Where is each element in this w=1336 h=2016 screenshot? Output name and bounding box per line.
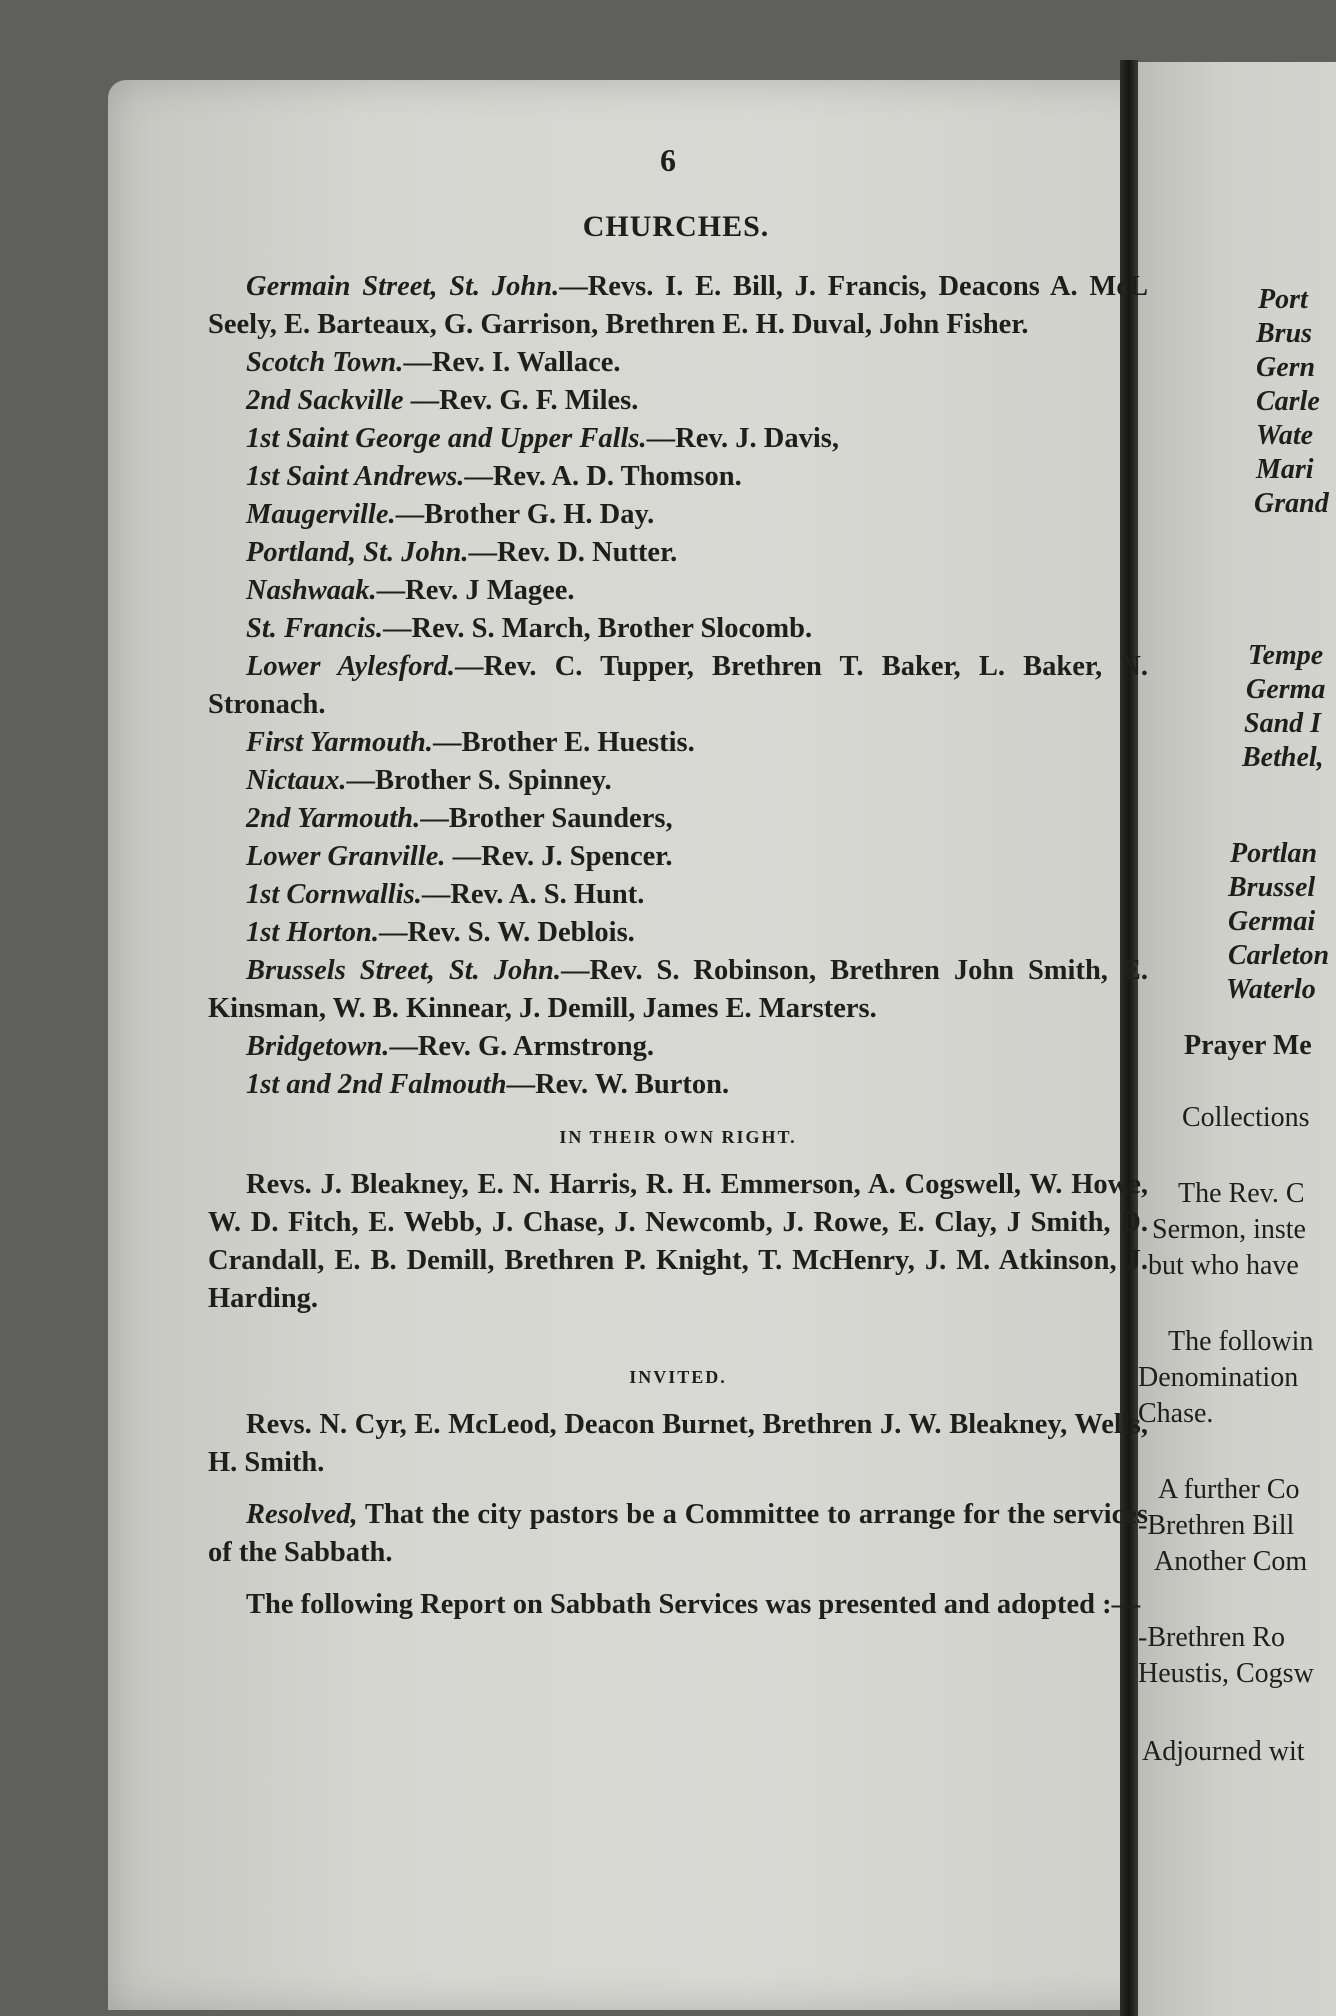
church-delegates: —Brother G. H. Day. xyxy=(395,499,655,530)
church-entry xyxy=(208,1028,1148,1066)
church-delegates: —Rev. J. Spencer. xyxy=(445,841,673,872)
church-name: 1st Horton. xyxy=(246,917,380,948)
right-page-fragment: Germai xyxy=(1228,906,1316,937)
invited-heading: INVITED. xyxy=(629,1367,727,1387)
church-name: Nictaux. xyxy=(246,765,347,796)
church-name: Scotch Town. xyxy=(246,347,404,378)
church-delegates: —Rev. D. Nutter. xyxy=(468,537,678,568)
church-entry xyxy=(208,610,1148,648)
church-name: Maugerville. xyxy=(246,499,396,530)
church-name: 1st Cornwallis. xyxy=(246,879,422,910)
right-page-fragment: Heustis, Cogsw xyxy=(1138,1658,1314,1689)
church-name: 2nd Sackville xyxy=(246,385,404,416)
church-delegates: —Brother S. Spinney. xyxy=(346,765,612,796)
invited-list: Revs. N. Cyr, E. McLeod, Deacon Burnet, Brethren J. W. Bleakney, Wells, H. Smith. xyxy=(208,1409,1148,1478)
right-page-fragment: Brussel xyxy=(1228,872,1316,903)
church-delegates: —Rev. J. Davis, xyxy=(646,423,840,454)
church-entry xyxy=(208,952,1148,1028)
church-list xyxy=(208,268,1148,1104)
right-page-fragment: Waterlo xyxy=(1226,974,1316,1005)
church-name: Brussels Street, St. John. xyxy=(246,955,562,986)
document-body xyxy=(208,268,1148,1624)
church-delegates: —Rev. A. S. Hunt. xyxy=(421,879,645,910)
church-entry xyxy=(208,496,1148,534)
right-page-fragment: Port xyxy=(1258,284,1308,315)
church-entry xyxy=(208,382,1148,420)
right-page-fragment: but who have xyxy=(1148,1250,1299,1281)
church-entry xyxy=(208,914,1148,952)
church-entry xyxy=(208,458,1148,496)
church-name: St. Francis. xyxy=(246,613,384,644)
church-name: Nashwaak. xyxy=(246,575,377,606)
church-delegates: —Brother Saunders, xyxy=(420,803,673,834)
church-name: First Yarmouth. xyxy=(246,727,433,758)
resolution xyxy=(208,1496,1148,1572)
page-title: CHURCHES. xyxy=(582,210,770,243)
right-page-fragment: Bethel, xyxy=(1242,742,1324,773)
right-page-fragment: Wate xyxy=(1256,420,1314,451)
church-delegates: —Rev. W. Burton. xyxy=(506,1069,730,1100)
right-page-fragment: Mari xyxy=(1256,454,1314,485)
church-delegates: —Rev. G. F. Miles. xyxy=(403,385,639,416)
right-page-fragment: Chase. xyxy=(1138,1398,1214,1429)
church-entry xyxy=(208,268,1148,344)
church-delegates: —Revs. I. E. Bill, J. Francis, Deacons A. McL Seely, E. Barteaux, G. Garrison, Brethren E. H. Duval, John Fisher. xyxy=(208,271,1148,340)
church-entry xyxy=(208,876,1148,914)
right-page-fragment: Brus xyxy=(1256,318,1313,349)
church-entry xyxy=(208,648,1148,724)
church-name: 1st Saint George and Upper Falls. xyxy=(246,423,647,454)
right-page-fragment: Another Com xyxy=(1154,1546,1308,1577)
church-entry xyxy=(208,344,1148,382)
church-delegates: —Rev. J Magee. xyxy=(376,575,575,606)
church-name: 2nd Yarmouth. xyxy=(246,803,421,834)
church-delegates: —Rev. I. Wallace. xyxy=(403,347,621,378)
church-name: 1st Saint Andrews. xyxy=(246,461,465,492)
church-entry xyxy=(208,572,1148,610)
right-page-fragment: Carle xyxy=(1256,386,1320,417)
church-delegates: —Rev. S. Robinson, Brethren John Smith, E. Kinsman, W. B. Kinnear, J. Demill, James E. Marsters. xyxy=(208,955,1149,1024)
right-page-fragment: The Rev. C xyxy=(1178,1178,1305,1209)
church-delegates: —Brother E. Huestis. xyxy=(432,727,695,758)
report-intro: The following Report on Sabbath Services was presented and adopted :— xyxy=(246,1589,1141,1620)
spacer xyxy=(208,1572,1148,1586)
right-page-fragment: Carleton xyxy=(1228,940,1330,971)
church-delegates: —Rev. S. March, Brother Slocomb. xyxy=(383,613,813,644)
church-name: Lower Aylesford. xyxy=(246,651,455,682)
own-right-list: Revs. J. Bleakney, E. N. Harris, R. H. Emmerson, A. Cogswell, W. Howe, W. D. Fitch, E. Webb, J. Chase, J. Newcomb, J. Rowe, E. Clay, J Smith, D. Crandall, E. B. Demill, Brethren P. Knight, T. McHenry, J. M. Atkinson, J. Harding. xyxy=(208,1169,1148,1314)
right-page-fragment: Portlan xyxy=(1230,838,1318,869)
church-name: Portland, St. John. xyxy=(246,537,469,568)
right-page-fragment: -Brethren Ro xyxy=(1138,1622,1285,1653)
right-page-fragment: Germa xyxy=(1246,674,1326,705)
spacer xyxy=(208,1482,1148,1496)
right-page-fragment: Grand xyxy=(1254,488,1329,519)
right-page-fragment: -Brethren Bill xyxy=(1138,1510,1295,1541)
church-delegates: —Rev. A. D. Thomson. xyxy=(464,461,742,492)
own-right-heading: IN THEIR OWN RIGHT. xyxy=(559,1127,797,1147)
church-entry xyxy=(208,762,1148,800)
church-entry xyxy=(208,800,1148,838)
church-delegates: —Rev. C. Tupper, Brethren T. Baker, L. Baker, N. Stronach. xyxy=(208,651,1148,720)
right-page-fragment: Prayer Me xyxy=(1184,1030,1312,1061)
resolution-lead: Resolved, xyxy=(246,1499,358,1530)
church-name: 1st and 2nd Falmouth xyxy=(246,1069,507,1100)
church-entry xyxy=(208,838,1148,876)
right-page-fragment: A further Co xyxy=(1158,1474,1300,1505)
church-delegates: —Rev. S. W. Deblois. xyxy=(379,917,635,948)
right-page-fragment: Gern xyxy=(1256,352,1316,383)
church-delegates: —Rev. G. Armstrong. xyxy=(389,1031,654,1062)
right-page-fragment: Sand I xyxy=(1244,708,1322,739)
church-name: Bridgetown. xyxy=(246,1031,390,1062)
right-page-fragment: The followin xyxy=(1168,1326,1314,1357)
church-entry xyxy=(208,420,1148,458)
page-number: 6 xyxy=(660,142,676,178)
book-page-right xyxy=(1138,62,1336,2016)
right-page-fragment: Tempe xyxy=(1248,640,1324,671)
church-name: Lower Granville. xyxy=(246,841,446,872)
church-entry xyxy=(208,534,1148,572)
right-page-fragment: Adjourned wit xyxy=(1142,1736,1305,1767)
right-page-fragment: Sermon, inste xyxy=(1152,1214,1306,1245)
right-page-fragment: Denomination xyxy=(1138,1362,1299,1393)
church-entry xyxy=(208,1066,1148,1104)
church-entry xyxy=(208,724,1148,762)
resolution-text: That the city pastors be a Committee to arrange for the services of the Sabbath. xyxy=(208,1499,1148,1568)
church-name: Germain Street, St. John. xyxy=(246,271,560,302)
right-page-fragment: Collections xyxy=(1182,1102,1310,1133)
